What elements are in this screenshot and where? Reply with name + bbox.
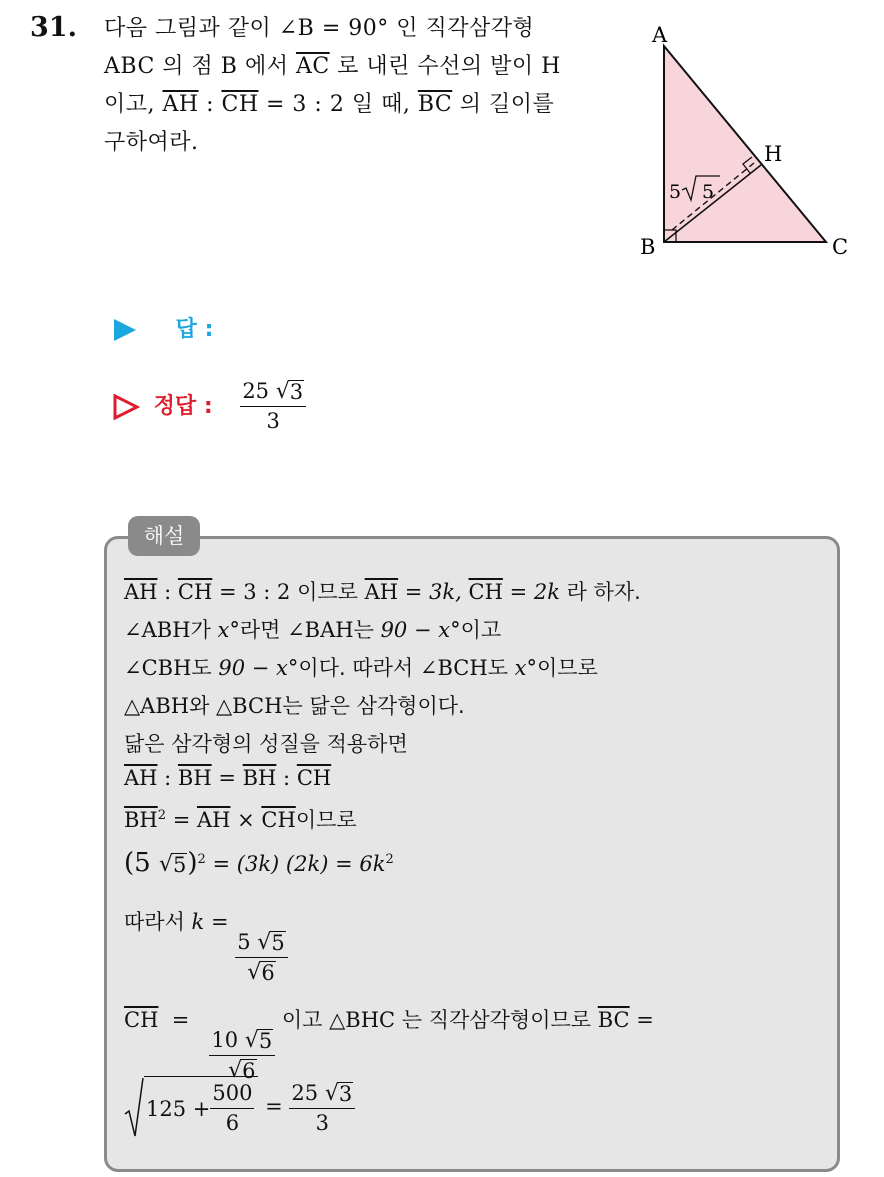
text-fragment: 90 − x°: [218, 656, 299, 680]
text-fragment: ×: [230, 808, 262, 832]
sqrt-icon: [124, 1076, 144, 1140]
text-fragment: 이다. 따라서: [298, 656, 420, 680]
text-fragment: 는: [353, 618, 381, 642]
segment-bh: $\overline{BH}$: [242, 766, 277, 790]
solution-tab: 해설: [128, 516, 200, 556]
radicand: 5: [271, 931, 285, 955]
sqrt: √ 3: [324, 1080, 353, 1106]
radicand: 5: [173, 853, 187, 877]
fraction-denominator: 3: [266, 409, 280, 433]
radicand: 3: [338, 1081, 353, 1106]
text-fragment: (5: [124, 848, 159, 878]
segment-bc: $\overline{BC}$: [597, 1008, 630, 1032]
solution-line-10: [124, 1004, 654, 1084]
question-number: 31.: [30, 12, 77, 43]
text-fragment: 90 − x°: [380, 618, 461, 642]
fraction-denominator: [247, 958, 275, 986]
outline-arrow-icon: [112, 393, 140, 421]
fraction-numerator: [209, 1027, 275, 1056]
label-a: A: [652, 23, 668, 47]
radicand: 6: [242, 1059, 256, 1083]
text-fragment: 가: [190, 618, 218, 642]
angle-cbh: ∠CBH: [124, 656, 192, 680]
solution-line-7: [124, 804, 357, 834]
numerator-coef: 5: [237, 930, 258, 954]
big-sqrt: [124, 1076, 258, 1140]
fraction-numerator: [289, 1080, 355, 1109]
text-fragment: 이므로: [295, 808, 357, 832]
segment-ah: $\overline{AH}$: [196, 808, 231, 832]
fraction-500-6: [210, 1080, 254, 1137]
triangle-bch: △BCH: [216, 694, 283, 718]
text-fragment: :: [198, 92, 222, 117]
fraction-numerator: [240, 378, 306, 407]
fraction-denominator: 3: [315, 1110, 330, 1135]
label-bh-coef: 5: [669, 181, 682, 203]
play-arrow-icon: [112, 317, 138, 343]
question-line-4: 구하여라.: [104, 130, 199, 155]
superscript: 2: [157, 808, 167, 823]
segment-ah: $\overline{AH}$: [364, 580, 399, 604]
text-fragment: 도: [487, 656, 515, 680]
angle-bah: ∠BAH: [287, 618, 354, 642]
question-line-1: 다음 그림과 같이 ∠B = 90° 인 직각삼각형: [104, 16, 535, 41]
segment-ch: $\overline{CH}$: [124, 1008, 159, 1032]
label-bh-rad: 5: [702, 181, 715, 203]
text-fragment: 125 +: [146, 1096, 211, 1121]
segment-ch: $\overline{CH}$: [261, 808, 296, 832]
radicand: 6: [261, 961, 275, 985]
text-fragment: = (3k) (2k) = 6k: [205, 852, 386, 876]
text-fragment: = 2k: [502, 580, 567, 604]
text-fragment: 라면: [239, 618, 288, 642]
sqrt: √ 5: [257, 930, 285, 955]
text-fragment: 로 내린 수선의 발이 H: [329, 54, 561, 79]
triangle-abh: △ABH: [124, 694, 190, 718]
solution-line-5: 닮은 삼각형의 성질을 적용하면: [124, 732, 408, 756]
text-fragment: 와: [189, 694, 217, 718]
solution-line-6: [124, 766, 331, 790]
text-fragment: = 3 : 2: [212, 580, 298, 604]
text-fragment: 라 하자.: [566, 580, 641, 604]
text-fragment: = 3 : 2 일 때,: [258, 92, 418, 117]
fraction-k: [235, 929, 287, 986]
sqrt: √ 3: [275, 379, 304, 404]
text-fragment: 는 닮은 삼각형이다.: [282, 694, 465, 718]
text-fragment: ABC 의 점 B 에서: [104, 54, 296, 79]
superscript: 2: [385, 852, 394, 867]
text-fragment: 이므로: [537, 656, 598, 680]
fraction-numerator: [235, 929, 287, 958]
segment-ch: $\overline{CH}$: [468, 580, 503, 604]
text-fragment: =: [629, 1008, 654, 1032]
label-c: C: [832, 235, 849, 259]
text-fragment: :: [157, 580, 178, 604]
text-fragment: =: [166, 808, 197, 832]
sqrt: √ 5: [158, 852, 187, 877]
radicand: 3: [289, 380, 304, 404]
radicand: 5: [258, 1029, 273, 1053]
answer-row: [112, 312, 213, 343]
text-fragment: 이므로: [297, 580, 365, 604]
angle-bch: ∠BCH: [419, 656, 488, 680]
text-fragment: :: [157, 766, 178, 790]
text-fragment: x°: [217, 618, 240, 642]
segment-bh: $\overline{BH}$: [124, 808, 158, 832]
text-fragment: 도: [191, 656, 219, 680]
text-fragment: 이고,: [104, 92, 163, 117]
text-fragment: 의 길이를: [452, 92, 555, 117]
segment-ch: $\overline{CH}$: [177, 580, 213, 604]
solution-line-4: [124, 690, 465, 720]
superscript: 2: [197, 852, 206, 867]
numerator-coef: 10: [211, 1028, 245, 1052]
fraction-numerator: 500: [210, 1080, 254, 1109]
label-h: H: [764, 142, 783, 166]
angle-abh: ∠ABH: [124, 618, 191, 642]
big-sqrt-content: [144, 1076, 258, 1140]
text-fragment: ): [187, 848, 198, 878]
segment-bc: $\overline{BC}$: [417, 92, 453, 117]
correct-answer-label: 정답 :: [153, 393, 213, 419]
segment-ah: $\overline{AH}$: [162, 92, 199, 117]
segment-ah: $\overline{AH}$: [124, 580, 158, 604]
text-fragment: 따라서: [124, 910, 192, 934]
text-fragment: =: [258, 1094, 290, 1119]
text-fragment: 이고: [275, 1008, 330, 1032]
triangle-abc: [664, 46, 826, 242]
text-fragment: k =: [191, 910, 229, 934]
fraction-result: [289, 1080, 355, 1137]
solution-line-9: [124, 906, 288, 986]
text-fragment: =: [158, 1008, 203, 1032]
answer-label: 답 :: [175, 317, 214, 342]
solution-line-11: [124, 1076, 355, 1140]
label-b: B: [640, 235, 656, 259]
correct-answer-fraction: [240, 378, 306, 435]
numerator-coef: 25: [291, 1080, 325, 1105]
question-line-2: [104, 48, 614, 86]
sqrt: √ 6: [228, 1058, 256, 1083]
triangle-figure: [636, 20, 866, 270]
correct-answer-row: [112, 378, 306, 435]
text-fragment: = 3k,: [398, 580, 469, 604]
solution-line-1: [124, 576, 641, 606]
segment-ch: $\overline{CH}$: [221, 92, 259, 117]
text-fragment: :: [276, 766, 297, 790]
text-fragment: =: [211, 766, 243, 790]
text-fragment: 는 직각삼각형이므로: [395, 1008, 598, 1032]
question-line-3: [104, 86, 614, 124]
sqrt: √ 5: [244, 1028, 273, 1053]
solution-line-8: [124, 848, 394, 878]
segment-bh: $\overline{BH}$: [177, 766, 212, 790]
question-text: [104, 10, 614, 162]
sqrt: √ 6: [247, 960, 275, 985]
solution-line-3: [124, 652, 598, 682]
text-fragment: x°: [514, 656, 537, 680]
triangle-bhc: △BHC: [329, 1008, 396, 1032]
text-fragment: 이고: [460, 618, 502, 642]
solution-line-2: [124, 614, 501, 644]
fraction-denominator: 6: [225, 1111, 240, 1135]
segment-ah: $\overline{AH}$: [124, 766, 158, 790]
segment-ac: $\overline{AC}$: [295, 54, 330, 79]
segment-ch: $\overline{CH}$: [296, 766, 332, 790]
numerator-coef: 25: [242, 379, 270, 403]
